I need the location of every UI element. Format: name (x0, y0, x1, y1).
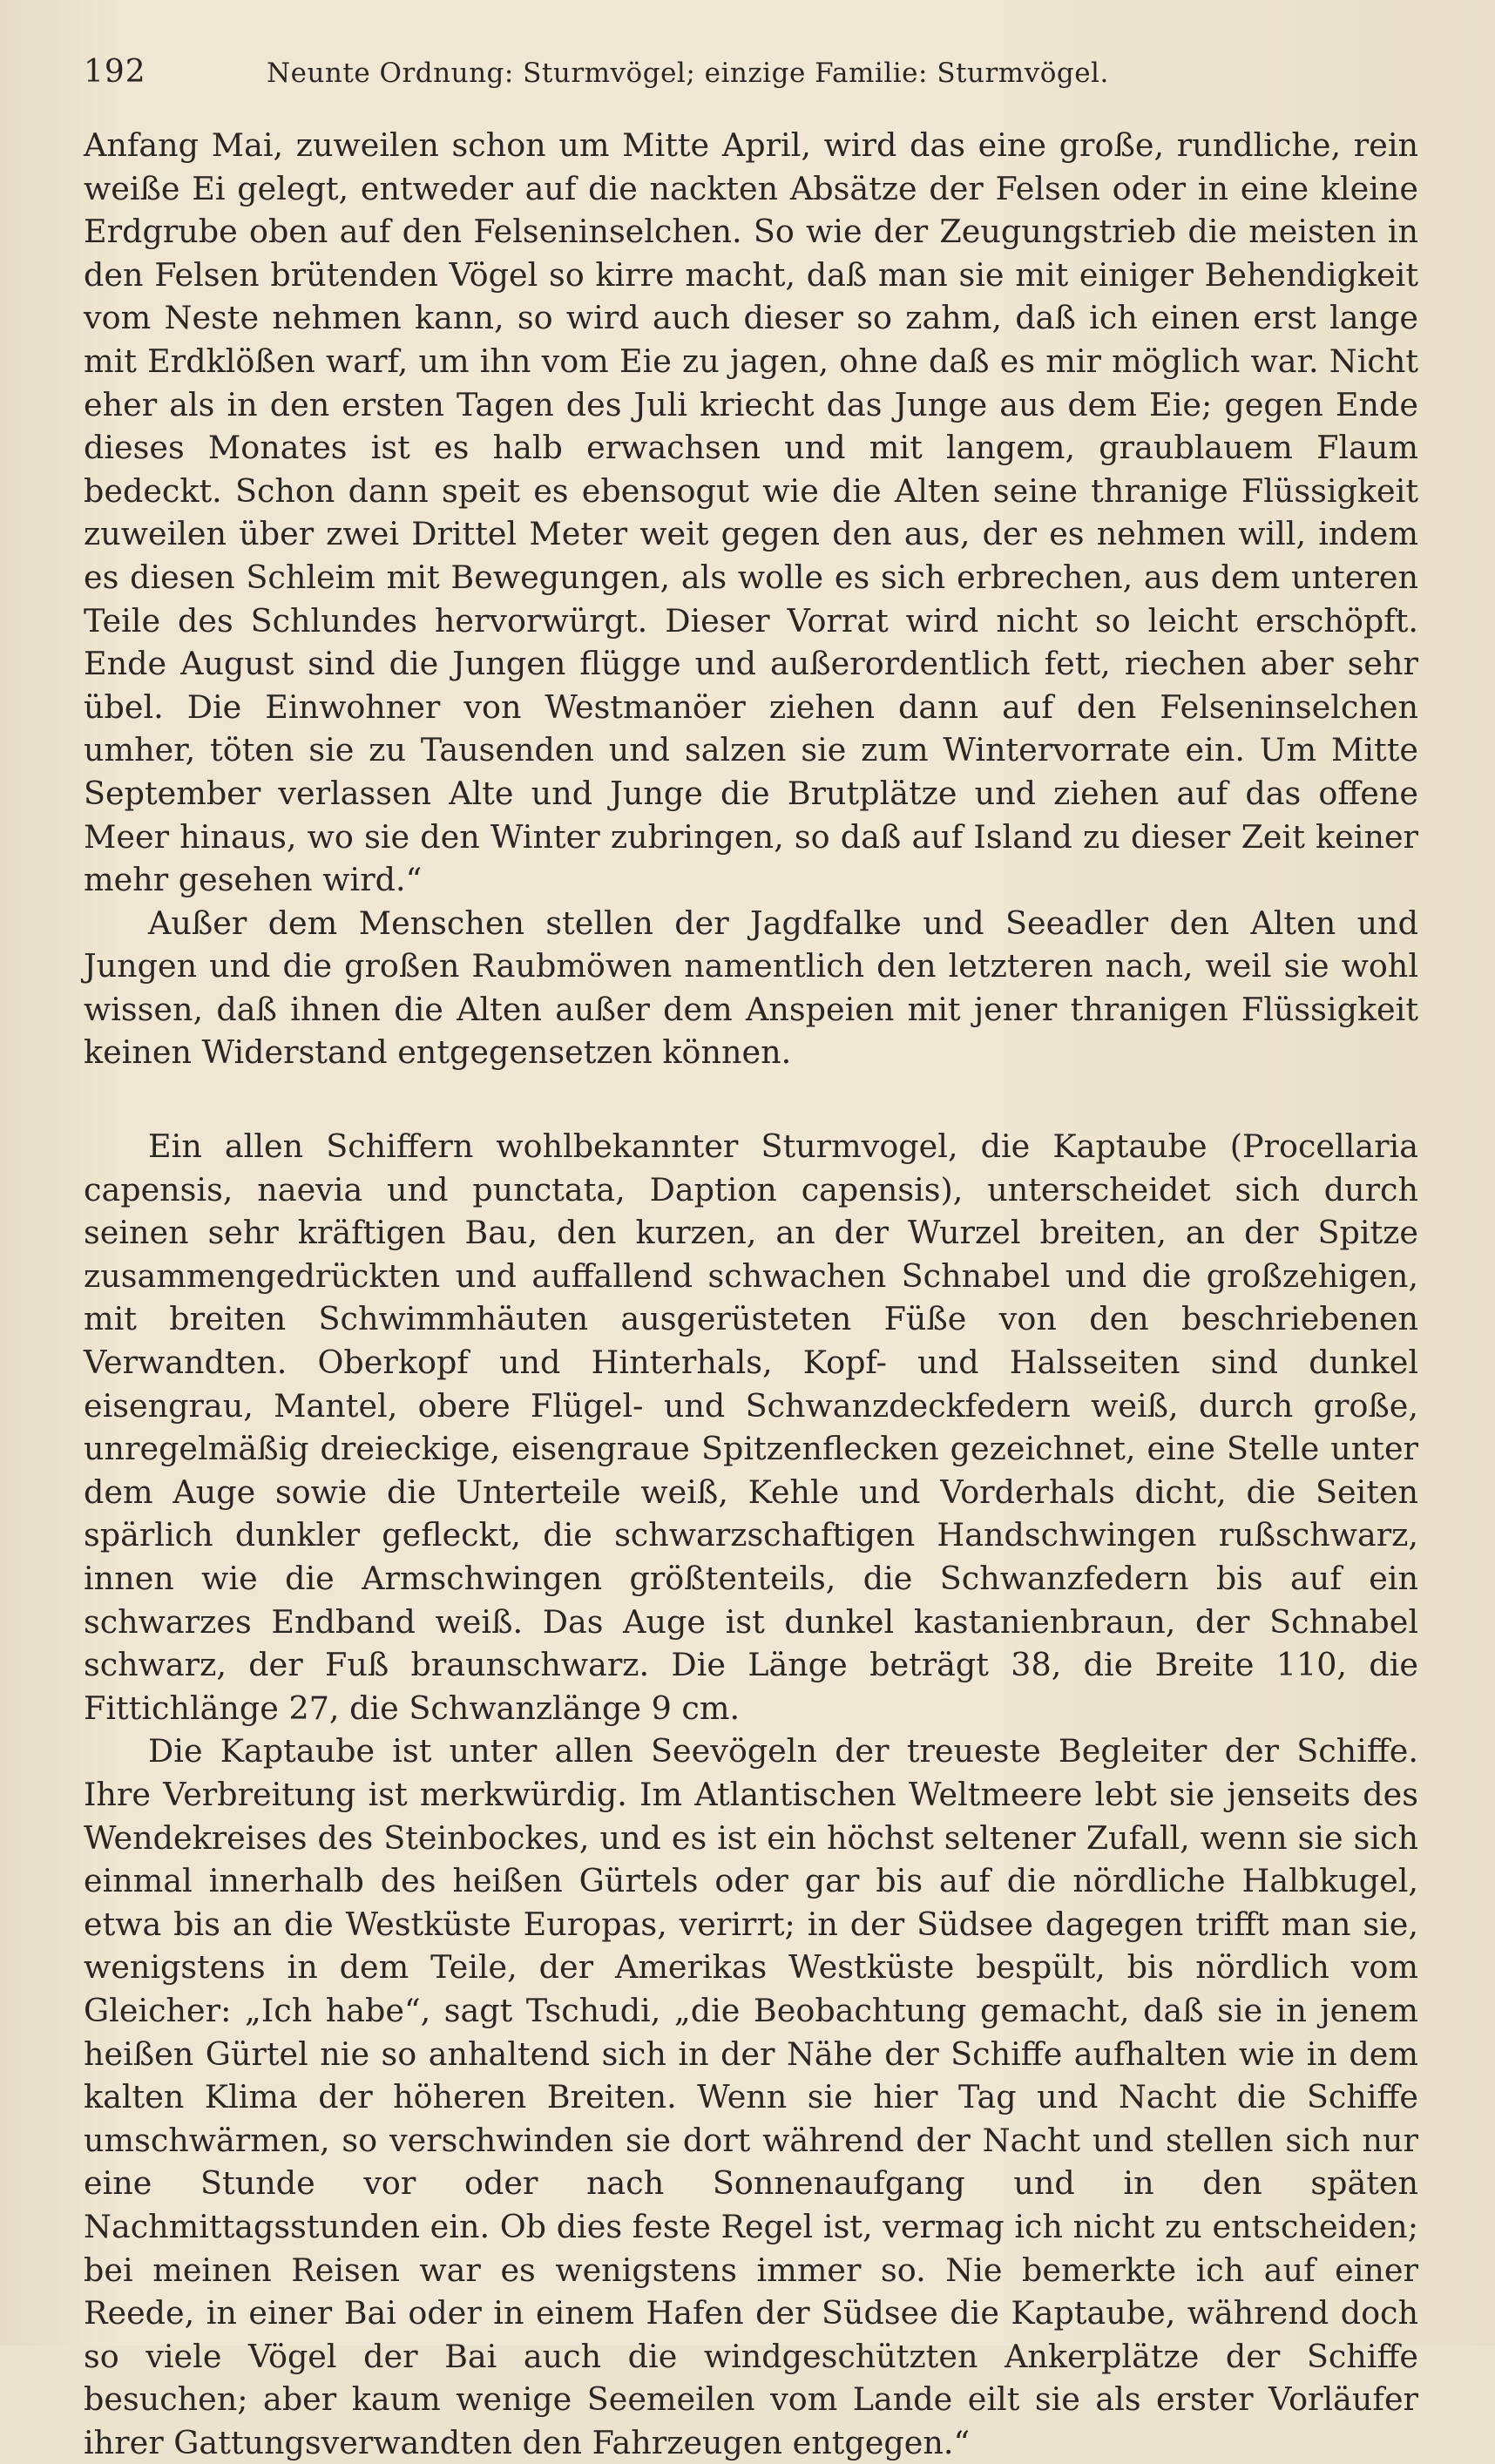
section-gap (84, 1074, 1418, 1125)
running-head-title: Neunte Ordnung: Sturmvögel; einzige Familie: Sturmvögel. (267, 58, 1109, 89)
body-text (84, 124, 1418, 2464)
running-head (84, 54, 1408, 98)
paragraph-predators: Außer dem Menschen stellen der Jagdfalke und Seeadler den Alten und Jungen und die großen Raubmöwen namentlich den letzteren nach, weil sie wohl wissen, daß ihnen die Alten außer dem Anspeien mit jener thranigen Flüssigkeit keinen Widerstand entgegensetzen können. (84, 904, 1418, 1072)
paragraph-kaptaube-description: Ein allen Schiffern wohlbekannter Sturmvogel, die Kaptaube (Procellaria capensis, naevia und punctata, Daption capensis), unterscheidet sich durch seinen sehr kräftigen Bau, den kurzen, an der Wurzel breiten, an der Spitze zusammengedrückten und auffallend schwachen Schnabel und die großzehigen, mit breiten Schwimmhäuten ausgerüsteten Füße von den beschriebenen Verwandten. Oberkopf und Hinterhals, Kopf- und Halsseiten sind dunkel eisengrau, Mantel, obere Flügel- und Schwanzdeckfedern weiß, durch große, unregelmäßig dreieckige, eisengraue Spitzenflecken gezeichnet, eine Stelle unter dem Auge sowie die Unterteile weiß, Kehle und Vorderhals dicht, die Seiten spärlich dunkler gefleckt, die schwarzschaftigen Handschwingen rußschwarz, innen wie die Armschwingen größtenteils, die Schwanzfedern bis auf ein schwarzes Endband weiß. Das Auge ist dunkel kastanienbraun, der Schnabel schwarz, der Fuß braunschwarz. Die Länge beträgt 38, die Breite 110, die Fittichlänge 27, die Schwanzlänge 9 cm. (84, 1127, 1418, 1727)
paragraph-kaptaube-distribution: Die Kaptaube ist unter allen Seevögeln der treueste Begleiter der Schiffe. Ihre Verbreitung ist merkwürdig. Im Atlantischen Weltmeere lebt sie jenseits des Wendekreises des Steinbockes, und es ist ein höchst seltener Zufall, wenn sie sich einmal innerhalb des heißen Gürtels oder gar bis auf die nördliche Halbkugel, etwa bis an die Westküste Europas, verirrt; in der Südsee dagegen trifft man sie, wenigstens in dem Teile, der Amerikas Westküste bespült, bis nördlich vom Gleicher: „Ich habe“, sagt Tschudi, „die Beobachtung gemacht, daß sie in jenem heißen Gürtel nie so anhaltend sich in der Nähe der Schiffe aufhalten wie in dem kalten Klima der höheren Breiten. Wenn sie hier Tag und Nacht die Schiffe umschwärmen, so verschwinden sie dort während der Nacht und stellen sich nur eine Stunde vor oder nach Sonnenaufgang und in den späten Nachmittagsstunden ein. Ob dies feste Regel ist, vermag ich nicht zu entscheiden; bei meinen Reisen war es wenigstens immer so. Nie bemerkte ich auf einer Reede, in einer Bai oder in einem Hafen der Südsee die Kaptaube, während doch so viele Vögel der Bai auch die windgeschützten Ankerplätze der Schiffe besuchen; aber kaum wenige Seemeilen vom Lande eilt sie als erster Vorläufer ihrer Gattungsverwandten den Fahrzeugen entgegen.“ (84, 1732, 1418, 2461)
page-number: 192 (84, 54, 146, 90)
paragraph-nesting-continued: Anfang Mai, zuweilen schon um Mitte April, wird das eine große, rundliche, rein weiße Ei gelegt, entweder auf die nackten Absätze der Felsen oder in eine kleine Erdgrube oben auf den Felseninselchen. So wie der Zeugungstrieb die meisten in den Felsen brütenden Vögel so kirre macht, daß man sie mit einiger Behendigkeit vom Neste nehmen kann, so wird auch dieser so zahm, daß ich einen erst lange mit Erdklößen warf, um ihn vom Eie zu jagen, ohne daß es mir möglich war. Nicht eher als in den ersten Tagen des Juli kriecht das Junge aus dem Eie; gegen Ende dieses Monates ist es halb erwachsen und mit langem, graublauem Flaum bedeckt. Schon dann speit es ebensogut wie die Alten seine thranige Flüssigkeit zuweilen über zwei Drittel Meter weit gegen den aus, der es nehmen will, indem es diesen Schleim mit Bewegungen, als wolle es sich erbrechen, aus dem unteren Teile des Schlundes hervorwürgt. Dieser Vorrat wird nicht so leicht erschöpft. Ende August sind die Jungen flügge und außerordentlich fett, riechen aber sehr übel. Die Einwohner von Westmanöer ziehen dann auf den Felseninselchen umher, töten sie zu Tausenden und salzen sie zum Wintervorrate ein. Um Mitte September verlassen Alte und Junge die Brutplätze und ziehen auf das offene Meer hinaus, wo sie den Winter zubringen, so daß auf Island zu dieser Zeit keiner mehr gesehen wird.“ (84, 126, 1418, 899)
